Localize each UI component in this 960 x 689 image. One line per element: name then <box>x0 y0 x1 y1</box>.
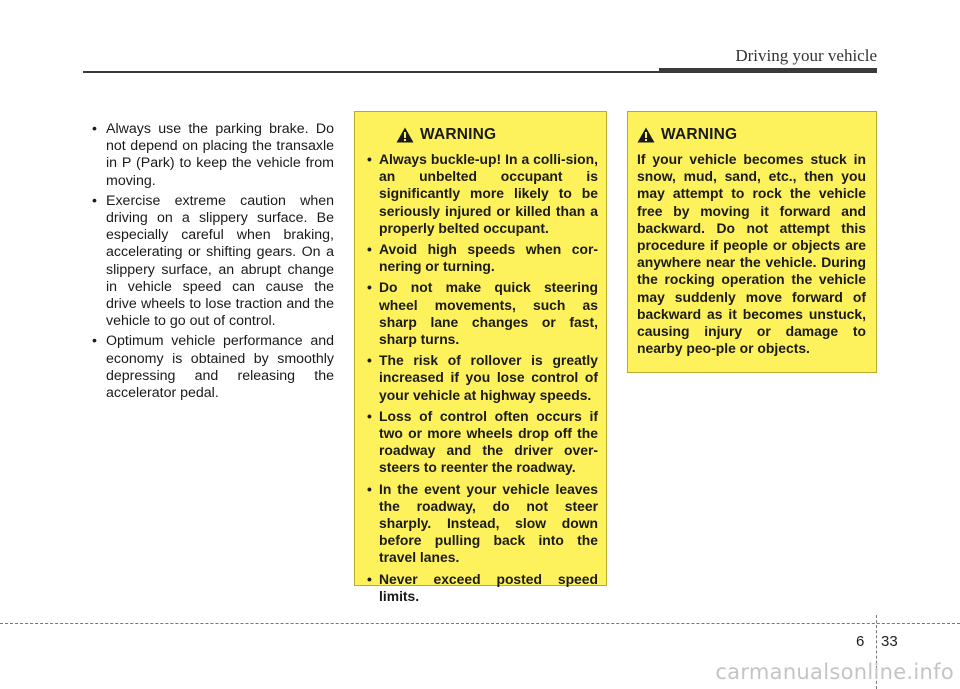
warning-box-stuck-vehicle <box>627 111 877 373</box>
body-bullet-list <box>92 121 334 402</box>
warning-title: WARNING <box>420 126 497 143</box>
warning-triangle-icon <box>396 127 414 143</box>
warning-item-loss-of-control: • Loss of control often occurs if two or more wheels drop off the roadway and the driver over-steers to reenter the roadway. <box>367 408 598 477</box>
chapter-number: 6 <box>856 633 865 650</box>
body-bullet-performance: • Optimum vehicle performance and economy is obtained by smoothly depressing and releasing the accelerator pedal. <box>92 333 334 402</box>
header-rule-accent <box>659 68 877 73</box>
warning-item-high-speeds: • Avoid high speeds when cor-nering or turning. <box>367 241 598 275</box>
body-text-column <box>92 121 334 405</box>
body-bullet-slippery-surface: • Exercise extreme caution when driving on a slippery surface. Be especially careful when braking, accelerating or shifting gears. On a slippery surface, an abrupt change in vehicle speed can cause the drive wheels to lose traction and the vehicle to go out of control. <box>92 193 334 331</box>
warning-heading <box>637 126 866 144</box>
warning-item-leaves-roadway: • In the event your vehicle leaves the roadway, do not steer sharply. Instead, slow down before pulling back into the travel lanes. <box>367 481 598 567</box>
body-bullet-parking-brake: • Always use the parking brake. Do not depend on placing the transaxle in P (Park) to keep the vehicle from moving. <box>92 121 334 190</box>
warning-box-driving <box>354 111 607 604</box>
watermark: carmanualsonline.info <box>715 660 954 684</box>
warning-item-buckle-up: • Always buckle-up! In a colli-sion, an unbelted occupant is significantly more likely to be seriously injured or killed than a properly belted occupant. <box>367 151 598 237</box>
page-number: 33 <box>881 633 898 650</box>
warning-list <box>367 151 598 605</box>
footer-rule <box>0 623 960 624</box>
warning-item-speed-limits: • Never exceed posted speed limits. <box>367 571 598 605</box>
warning-title: WARNING <box>661 126 738 143</box>
warning-heading <box>367 126 598 144</box>
warning-paragraph: If your vehicle becomes stuck in snow, mud, sand, etc., then you may attempt to rock the vehicle free by moving it forward and backward. Do not attempt this procedure if people or objects are anywhere near the vehicle. During the rocking operation the vehicle may suddenly move forward of backward as it becomes unstuck, causing injury or damage to nearby peo-ple or objects. <box>637 151 866 357</box>
warning-triangle-icon <box>637 127 655 143</box>
section-title: Driving your vehicle <box>735 46 877 65</box>
warning-item-quick-steering: • Do not make quick steering wheel movements, such as sharp lane changes or fast, sharp turns. <box>367 279 598 348</box>
warning-item-rollover: • The risk of rollover is greatly increased if you lose control of your vehicle at highway speeds. <box>367 352 598 404</box>
